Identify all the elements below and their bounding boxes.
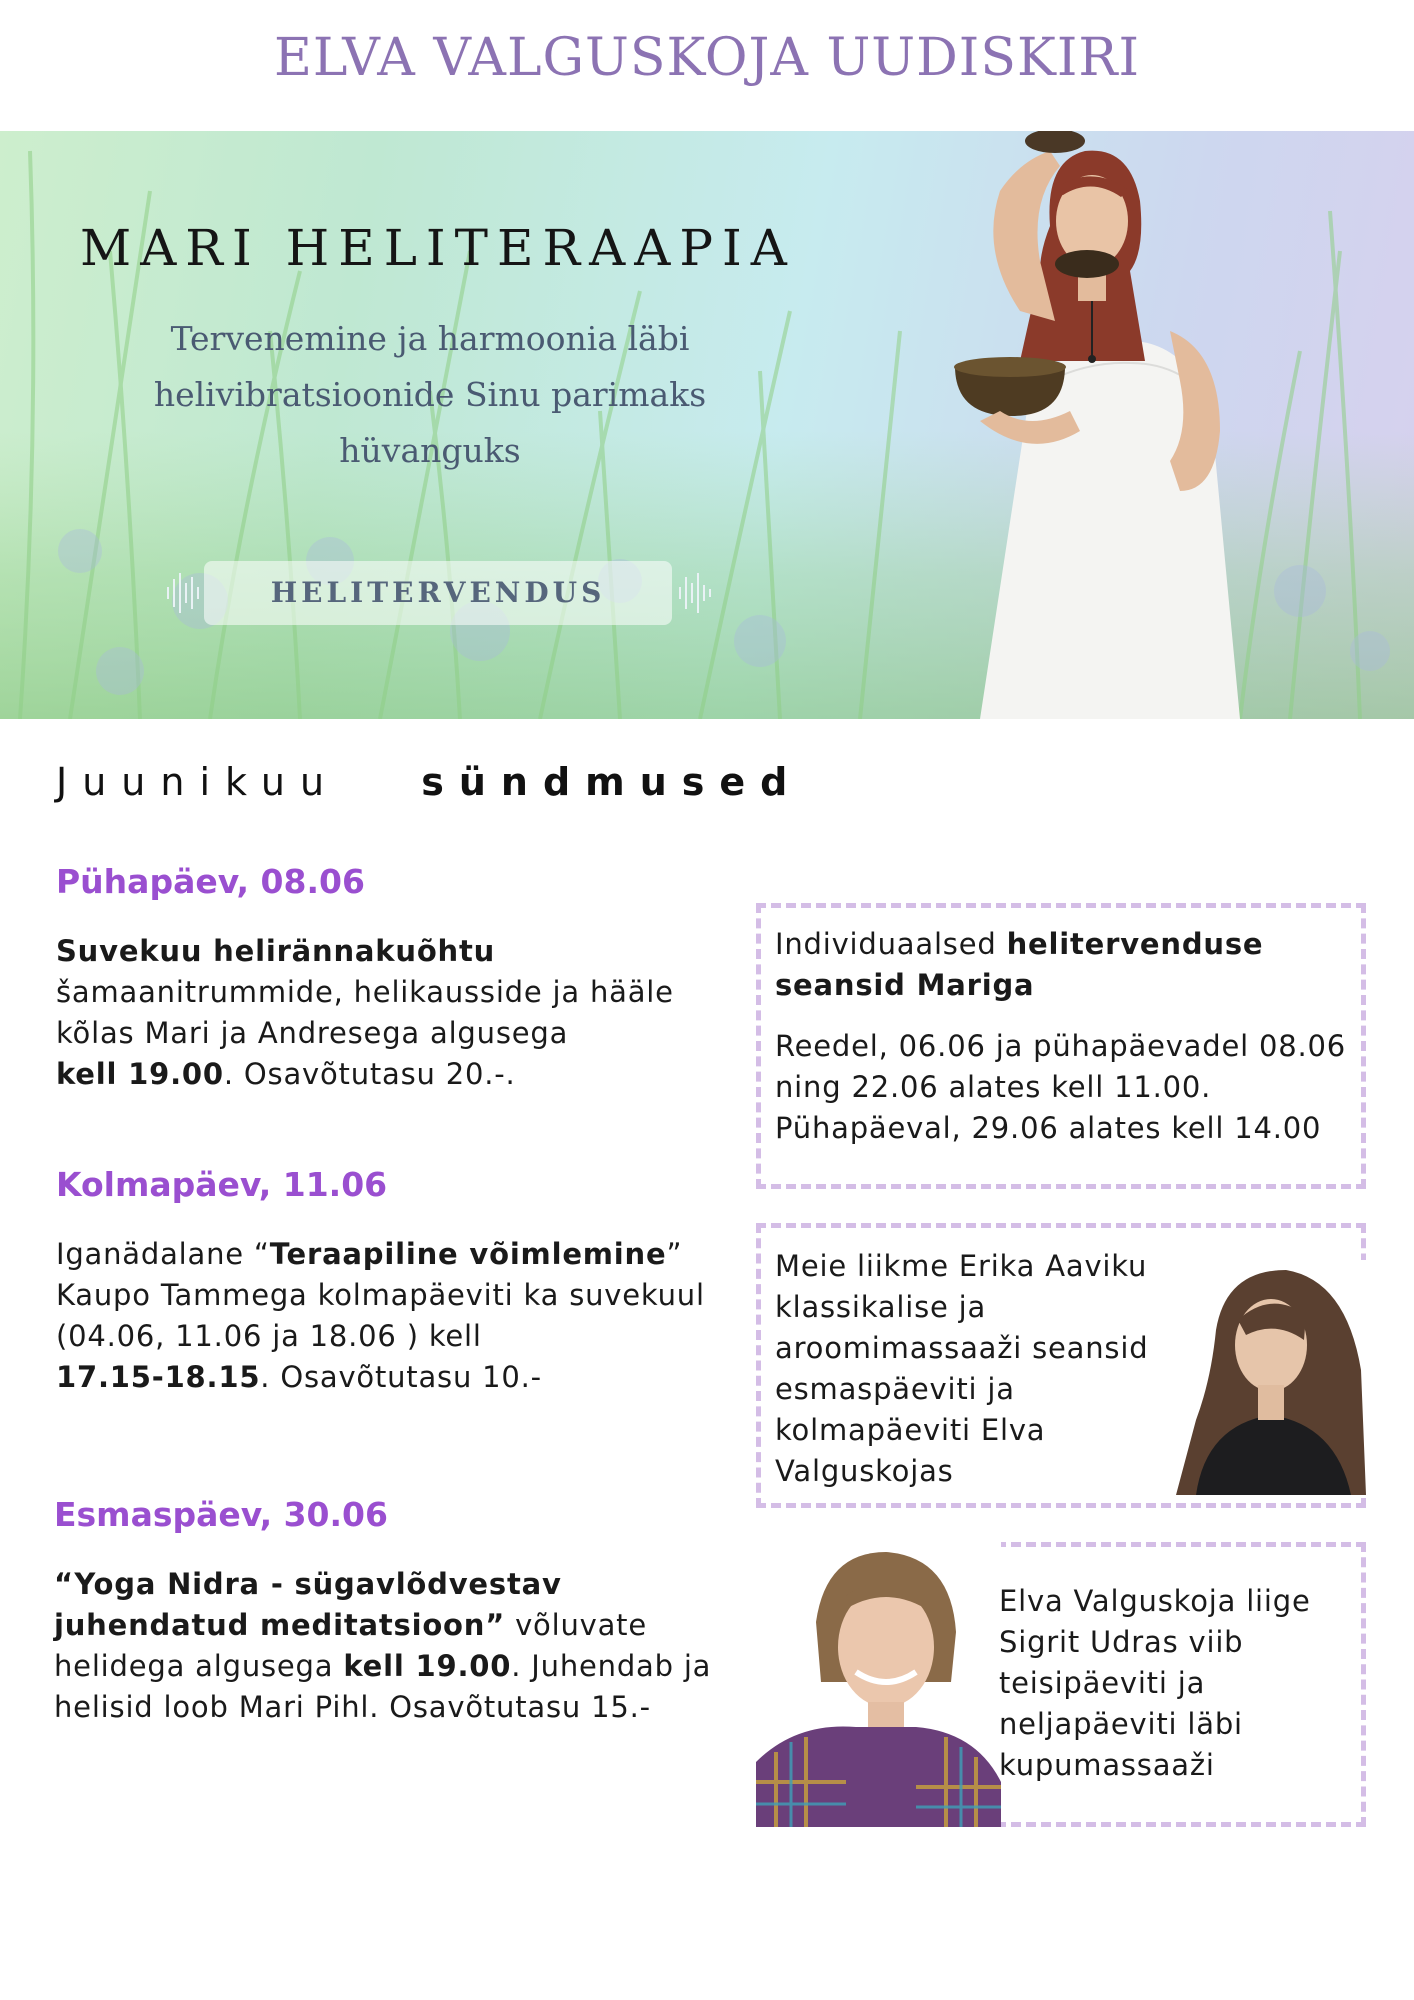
event-fee: . Osavõtutasu 20.-. bbox=[223, 1057, 516, 1091]
box-text: Individuaalsed bbox=[775, 927, 1007, 961]
event-title: Suvekuu helirännakuõhtu bbox=[56, 934, 496, 968]
event-day: Kolmapäev, 11.06 bbox=[56, 1165, 388, 1204]
cupping-massage-box bbox=[756, 1542, 1366, 1827]
event-time: kell 19.00 bbox=[343, 1649, 512, 1683]
hero-title: MARI HELITERAAPIA bbox=[80, 219, 796, 277]
event-description bbox=[54, 1564, 714, 1728]
cupping-massage-text: Elva Valguskoja liige Sigrit Udras viib teisipäeviti ja neljapäeviti läbi kupumassaaži bbox=[999, 1584, 1311, 1782]
sound-wave-icon bbox=[164, 569, 204, 617]
event-fee: . Osavõtutasu 10.- bbox=[260, 1360, 542, 1394]
event-day: Esmaspäev, 30.06 bbox=[54, 1495, 388, 1534]
event-day: Pühapäev, 08.06 bbox=[56, 862, 365, 901]
events-heading-bold: sündmused bbox=[421, 760, 803, 804]
individual-sessions-box bbox=[756, 903, 1366, 1189]
sound-wave-icon bbox=[676, 569, 716, 617]
individual-sessions-title bbox=[775, 924, 1335, 1006]
event-description bbox=[56, 1234, 716, 1398]
individual-sessions-schedule: Reedel, 06.06 ja pühapäevadel 08.06 ning 22.06 alates kell 11.00. Pühapäeval, 29.06 alates kell 14.00 bbox=[775, 1029, 1346, 1145]
massage-text: Meie liikme Erika Aaviku klassikalise ja aroomimassaaži seansid esmaspäeviti ja kolmapäeviti Elva Valguskojas bbox=[775, 1249, 1149, 1488]
event-title: “Yoga Nidra - sügavlõdvestav juhendatud meditatsioon” bbox=[54, 1567, 562, 1642]
hero-banner bbox=[0, 131, 1414, 719]
event-time: 17.15-18.15 bbox=[56, 1360, 261, 1394]
event-item bbox=[54, 1495, 714, 1728]
erika-portrait-photo bbox=[1176, 1260, 1366, 1495]
massage-box bbox=[756, 1223, 1366, 1508]
event-text: ” Kaupo Tammega kolmapäeviti ka suvekuul (04.06, 11.06 ja 18.06 ) kell bbox=[56, 1237, 705, 1353]
events-heading bbox=[56, 760, 802, 804]
event-description bbox=[56, 931, 716, 1095]
hero-subtitle: Tervenemine ja harmoonia läbi helivibratsioonide Sinu parimaks hüvanguks bbox=[153, 319, 707, 470]
event-text: Iganädalane “ bbox=[56, 1237, 270, 1271]
newsletter-title: ELVA VALGUSKOJA UUDISKIRI bbox=[273, 28, 1141, 88]
events-heading-light: Juunikuu bbox=[56, 760, 340, 804]
event-item bbox=[56, 862, 716, 1095]
helitervendus-badge: HELITERVENDUS bbox=[204, 561, 672, 625]
event-text: šamaanitrummide, helikausside ja hääle kõlas Mari ja Andresega algusega bbox=[56, 975, 674, 1050]
box-bold: helitervenduse seansid Mariga bbox=[775, 927, 1264, 1002]
event-time: kell 19.00 bbox=[56, 1057, 224, 1091]
event-text: võluvate helidega algusega bbox=[54, 1608, 647, 1683]
sigrit-portrait-photo bbox=[756, 1542, 1001, 1827]
event-text: . Juhendab ja helisid loob Mari Pihl. Osavõtutasu 15.- bbox=[54, 1649, 712, 1724]
mari-portrait-photo bbox=[880, 131, 1280, 719]
event-item bbox=[56, 1165, 716, 1398]
event-title: Teraapiline võimlemine bbox=[269, 1237, 667, 1271]
